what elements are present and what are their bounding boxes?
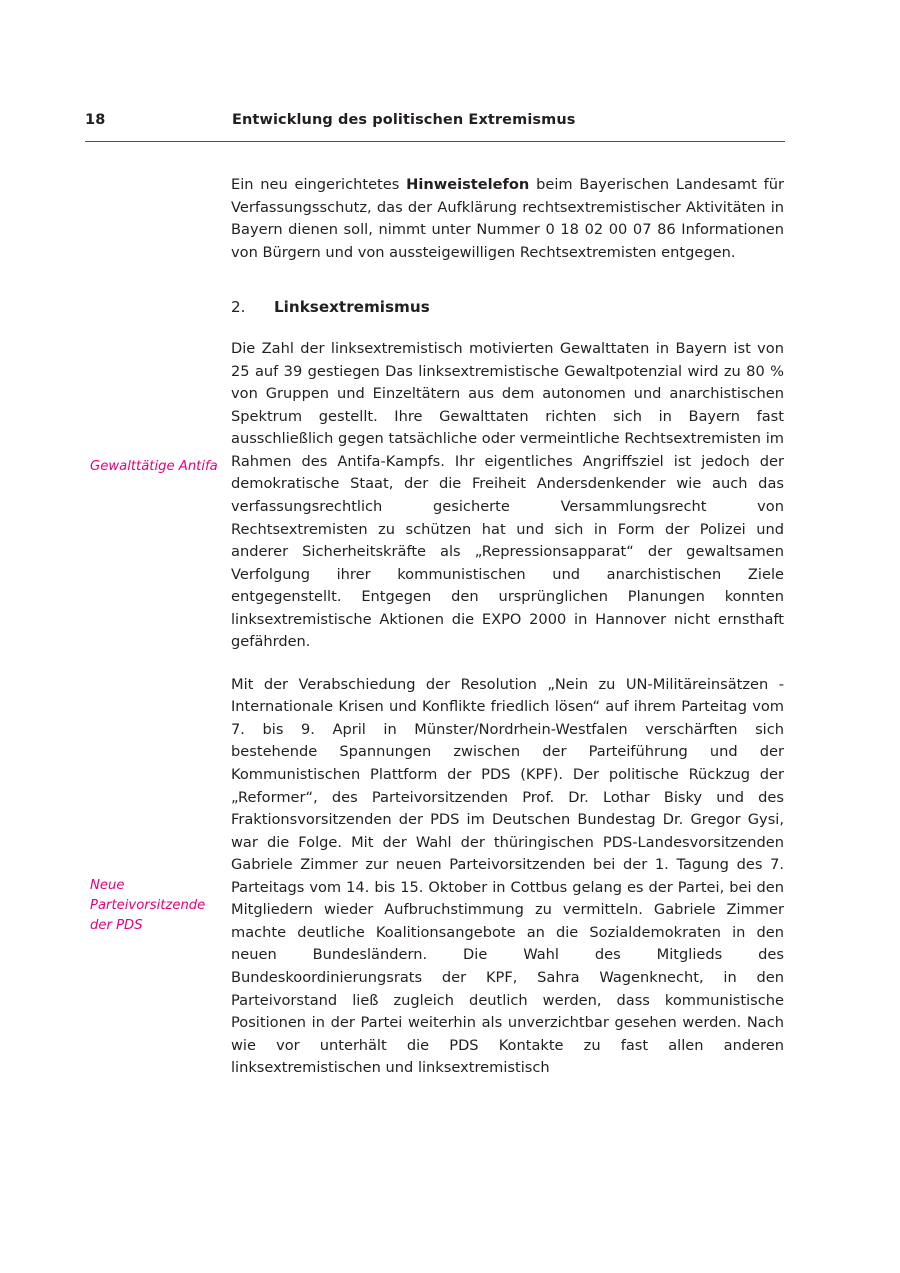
paragraph-pds-resolution: Mit der Verabschiedung der Resolution „Nein zu UN-Militäreinsätzen - Internationale Krisen und Konflikte friedlich lösen“ auf ihrem Parteitag vom 7. bis 9. April in Münster/Nordrhein-Westfalen verschärften sich bestehende Spannungen zwischen der Parteiführung und der Kommunistischen Plattform der PDS (KPF). Der politische Rückzug der „Reformer“, des Parteivorsitzenden Prof. Dr. Lothar Bisky und des Fraktionsvorsitzenden der PDS im Deutschen Bundestag Dr. Gregor Gysi, war die Folge. Mit der Wahl der thüringischen PDS-Landesvorsitzenden Gabriele Zimmer zur neuen Parteivorsitzenden bei der 1. Tagung des 7. Parteitags vom 14. bis 15. Oktober in Cottbus gelang es der Partei, bei den Mitgliedern wieder Aufbruchstimmung zu vermitteln. Gabriele Zimmer machte deutliche Koalitionsangebote an die Sozialdemokraten in den neuen Bundesländern. Die Wahl des Mitglieds des Bundeskoordinierungsrats der KPF, Sahra Wagenknecht, in den Parteivorstand ließ zugleich deutlich werden, dass kommunistische Positionen in der Partei weiterhin als unverzichtbar gesehen werden. Nach wie vor unterhält die PDS Kontakte zu fast allen anderen linksextremistischen und linksextremistisch (231, 675, 784, 1077)
paragraph-gewalttaten: Die Zahl der linksextremistisch motivierten Gewalttaten in Bayern ist von 25 auf 39 gestiegen Das linksextremistische Gewaltpotenzial wird zu 80 % von Gruppen und Einzeltätern aus dem autonomen und anarchistischen Spektrum gestellt. Ihre Gewalttaten richten sich in Bayern fast ausschließlich gegen tatsächliche oder vermeintliche Rechtsextremisten im Rahmen des Antifa-Kampfs. Ihr eigentliches Angriffsziel ist jedoch der demokratische Staat, der die Freiheit Andersdenkender wie auch das verfassungsrechtlich gesicherte Versammlungsrecht von Rechtsextremisten zu schützen hat und sich in Form der Polizei und anderer Sicherheitskräfte als „Repressionsapparat“ der gewaltsamen Verfolgung ihrer kommunistischen und anarchistischen Ziele entgegenstellt. Entgegen den ursprünglichen Planungen konnten linksextremistische Aktionen die EXPO 2000 in Hannover nicht ernsthaft gefährden. (231, 340, 784, 651)
body-column (231, 174, 784, 1080)
margin-note-neue-parteivorsitzende: Neue Parteivorsitzende der PDS (90, 878, 206, 934)
paragraph-hinweistelefon (231, 174, 784, 264)
paragraph-text-before-bold: Ein neu eingerichtetes (231, 176, 407, 193)
section-heading-linksextremismus (231, 298, 784, 316)
header-divider (85, 141, 785, 142)
margin-note-gewalttaetige-antifa: Gewalttätige Antifa (90, 459, 218, 474)
bold-term-hinweistelefon: Hinweistelefon (406, 176, 530, 193)
running-title: Entwicklung des politischen Extremismus (232, 112, 576, 128)
paragraph-text-after-bold: beim Bayerischen Landesamt für Verfassungsschutz, das der Aufklärung rechtsextremistischer Aktivitäten in Bayern dienen soll, nimmt unter Nummer 0 18 02 00 07 86 Informationen von Bürgern und von aussteigewilligen Rechtsextremisten entgegen. (231, 176, 784, 261)
page-header (85, 112, 785, 144)
section-title: Linksextremismus (274, 298, 430, 317)
page-number: 18 (85, 112, 106, 128)
section-number: 2. (231, 298, 246, 317)
